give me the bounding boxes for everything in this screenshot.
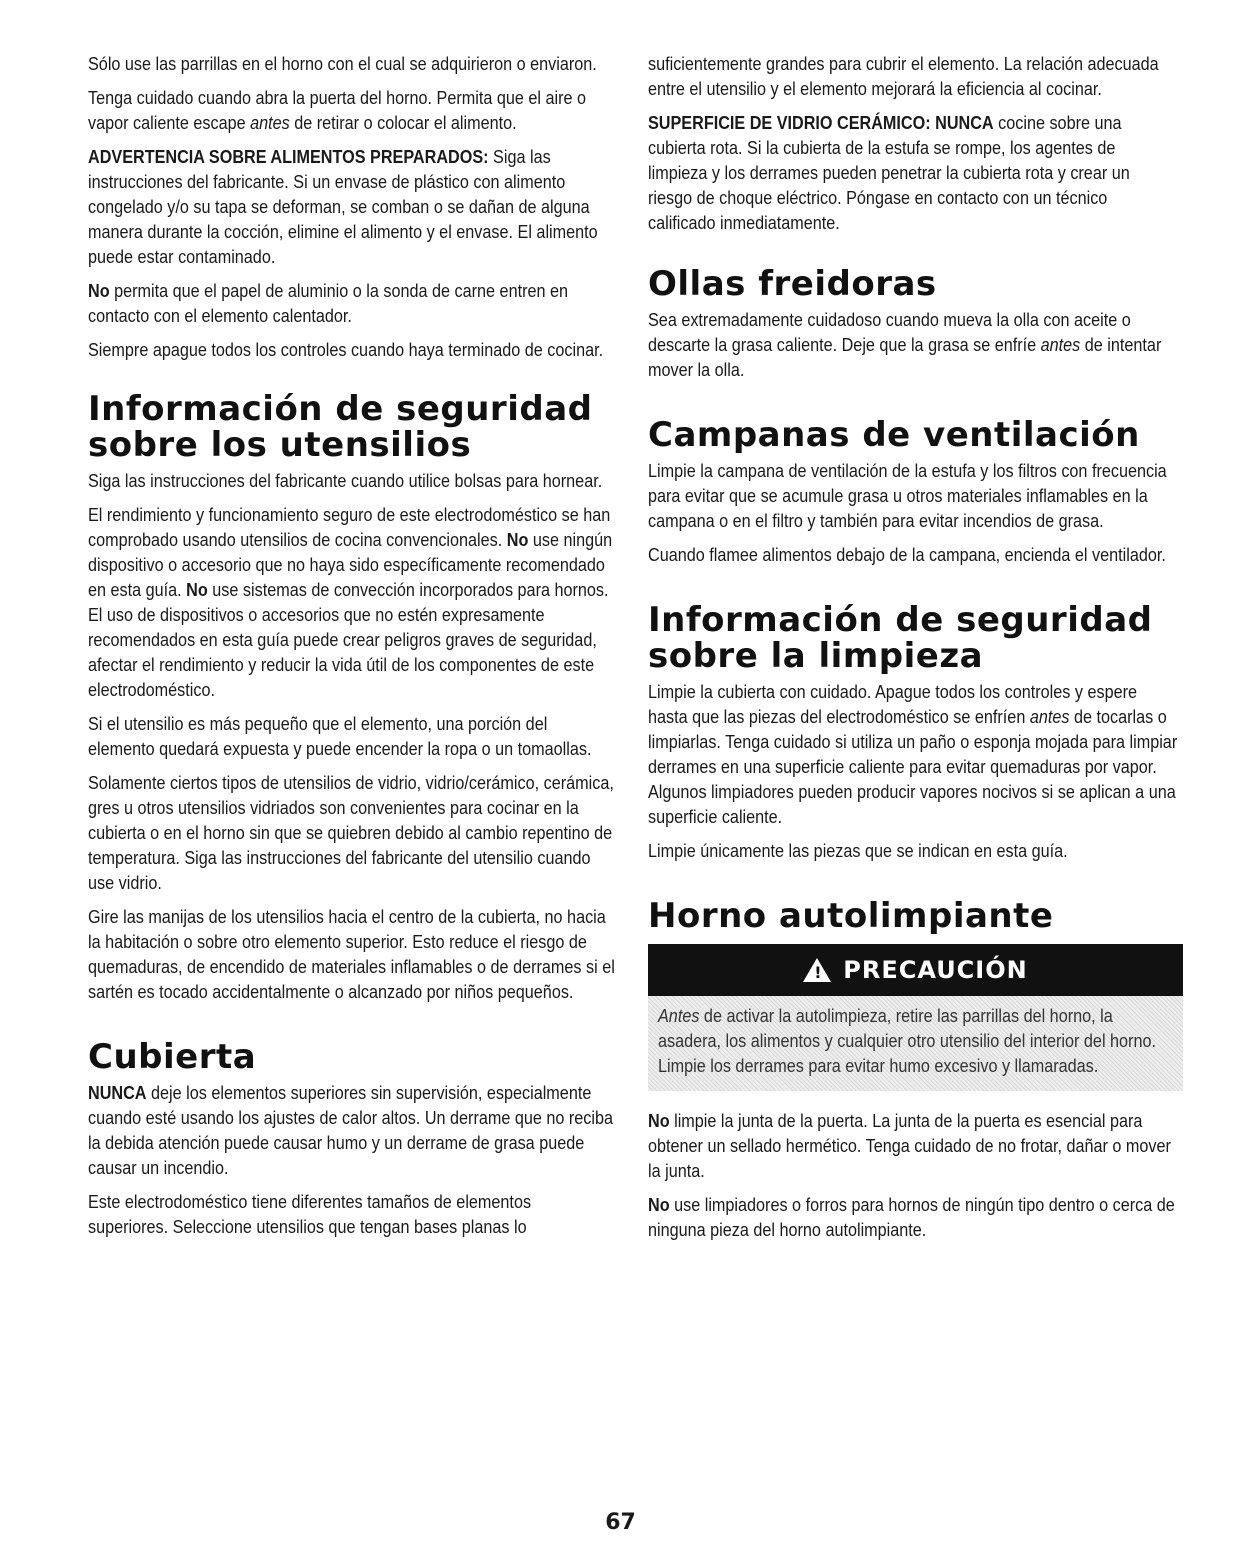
text: permita que el papel de aluminio o la sonda de carne entren en contacto con el elemento calentador. (88, 281, 569, 326)
text: use limpiadores o forros para hornos de ningún tipo dentro o cerca de ninguna pieza del horno autolimpiante. (648, 1195, 1175, 1240)
bold-label: No (648, 1195, 670, 1215)
paragraph: suficientemente grandes para cubrir el elemento. La relación adecuada entre el utensilio y el elemento mejorará la eficiencia al cocinar. (648, 54, 1159, 99)
text: de tocarlas o limpiarlas. Tenga cuidado si utiliza un paño o esponja mojada para limpiar derrames en una superficie caliente para evitar quemaduras por vapor. Algunos limpiadores pueden producir vapores nocivos si se aplican a una superficie caliente. (648, 707, 1178, 827)
text: de intentar mover la olla. (648, 335, 1162, 380)
text: Sea extremadamente cuidadoso cuando mueva la olla con aceite o descarte la grasa caliente. Deje que la grasa se enfríe (648, 310, 1131, 355)
paragraph (88, 145, 615, 270)
paragraph (648, 1193, 1177, 1243)
paragraph: Solamente ciertos tipos de utensilios de vidrio, vidrio/cerámico, cerámica, gres u otros utensilios vidriados son convenientes para cocinar en la cubierta o en el horno sin que se quiebren debido al cambio repentino de temperatura. Siga las instrucciones del fabricante del utensilio cuando use vidrio. (88, 773, 614, 893)
paragraph: Si el utensilio es más pequeño que el elemento, una porción del elemento quedará expuesta y puede encender la ropa o un tomaollas. (88, 714, 592, 759)
left-column (88, 52, 616, 1249)
text: use sistemas de convección incorporados para hornos. El uso de dispositivos o accesorios que no estén expresamente recomendados en esta guía puede crear peligros graves de seguridad, afectar el rendimiento y reducir la vida útil de los componentes de este electrodoméstico. (88, 580, 609, 700)
text: deje los elementos superiores sin supervisión, especialmente cuando esté usando los ajustes de calor altos. Un derrame que no reciba la debida atención puede causar humo y un derrame de grasa puede causar un incendio. (88, 1083, 614, 1178)
paragraph: Limpie únicamente las piezas que se indican en esta guía. (648, 841, 1068, 861)
text: Limpie la cubierta con cuidado. Apague todos los controles y espere hasta que las piezas del electrodoméstico se enfríen (648, 682, 1138, 727)
right-column (648, 52, 1178, 1252)
emphasis: Antes (658, 1006, 700, 1026)
caution-box (648, 944, 1183, 1091)
bold-label: NUNCA (88, 1083, 147, 1103)
bold-label: No (506, 530, 529, 550)
paragraph (88, 86, 615, 136)
heading-utensilios: Información de seguridad sobre los utensilios (88, 389, 593, 465)
paragraph: Siga las instrucciones del fabricante cuando utilice bolsas para hornear. (88, 471, 603, 491)
text: Siga las instrucciones del fabricante. Si un envase de plástico con alimento congelado y/o su tapa se deforman, se comban o se dañan de alguna manera durante la cocción, elimine el alimento y el envase. El alimento puede estar contaminado. (88, 147, 598, 267)
paragraph: Sólo use las parrillas en el horno con el cual se adquirieron o enviaron. (88, 54, 597, 74)
paragraph: Siempre apague todos los controles cuando haya terminado de cocinar. (88, 340, 604, 360)
paragraph (648, 111, 1177, 236)
heading-ollas: Ollas freidoras (648, 264, 937, 304)
paragraph: Limpie la campana de ventilación de la estufa y los filtros con frecuencia para evitar que se acumule grasa u otros materiales inflamables en la campana o en el filtro y también para evitar incendios de grasa. (648, 461, 1167, 531)
warning-icon (803, 958, 831, 982)
text: de activar la autolimpieza, retire las parrillas del horno, la asadera, los alimentos y cualquier otro utensilio del interior del horno. Limpie los derrames para evitar humo excesivo y llamaradas. (658, 1006, 1156, 1076)
bold-label: SUPERFICIE DE VIDRIO CERÁMICO: NUNCA (648, 113, 994, 133)
caution-body (648, 996, 1183, 1091)
emphasis: antes (1040, 335, 1081, 355)
text: cocine sobre una cubierta rota. Si la cubierta de la estufa se rompe, los agentes de limpieza y los derrames pueden penetrar la cubierta rota y crear un riesgo de choque eléctrico. Póngase en contacto con un técnico calificado inmediatamente. (648, 113, 1130, 233)
bold-label: No (648, 1111, 670, 1131)
paragraph (88, 503, 615, 703)
paragraph (648, 680, 1177, 830)
emphasis: antes (1029, 707, 1070, 727)
paragraph: Cuando flamee alimentos debajo de la campana, encienda el ventilador. (648, 545, 1166, 565)
heading-cubierta: Cubierta (88, 1037, 257, 1077)
text: de retirar o colocar el alimento. (289, 113, 517, 133)
caution-header (648, 944, 1183, 996)
paragraph (648, 308, 1177, 383)
text: limpie la junta de la puerta. La junta de la puerta es esencial para obtener un sellado hermético. Tenga cuidado de no frotar, dañar o mover la junta. (648, 1111, 1171, 1181)
bold-label: ADVERTENCIA SOBRE ALIMENTOS PREPARADOS: (88, 147, 489, 167)
paragraph (88, 279, 615, 329)
paragraph (88, 1081, 615, 1181)
text: use ningún dispositivo o accesorio que no haya sido específicamente recomendado en esta guía. (88, 530, 613, 600)
caution-title: PRECAUCIÓN (843, 956, 1028, 984)
text: Tenga cuidado cuando abra la puerta del horno. Permita que el aire o vapor caliente escape (88, 88, 587, 133)
bold-label: No (88, 281, 110, 301)
caution-text (658, 1004, 1168, 1079)
heading-limpieza: Información de seguridad sobre la limpieza (648, 600, 1153, 676)
paragraph: Gire las manijas de los utensilios hacia el centro de la cubierta, no hacia la habitación o sobre otro elemento superior. Esto reduce el riesgo de quemaduras, de encendido de materiales inflamables o de derrames si el sartén es tocado accidentalmente o alcanzado por niños pequeños. (88, 907, 615, 1002)
heading-horno: Horno autolimpiante (648, 896, 1054, 936)
page-number: 67 (605, 1510, 636, 1535)
paragraph: Este electrodoméstico tiene diferentes tamaños de elementos superiores. Seleccione utensilios que tengan bases planas lo (88, 1192, 532, 1237)
bold-label: No (186, 580, 208, 600)
heading-campanas: Campanas de ventilación (648, 415, 1140, 455)
emphasis: antes (250, 113, 290, 133)
paragraph (648, 1109, 1177, 1184)
text: El rendimiento y funcionamiento seguro de este electrodoméstico se han comprobado usando utensilios de cocina convencionales. (88, 505, 611, 550)
